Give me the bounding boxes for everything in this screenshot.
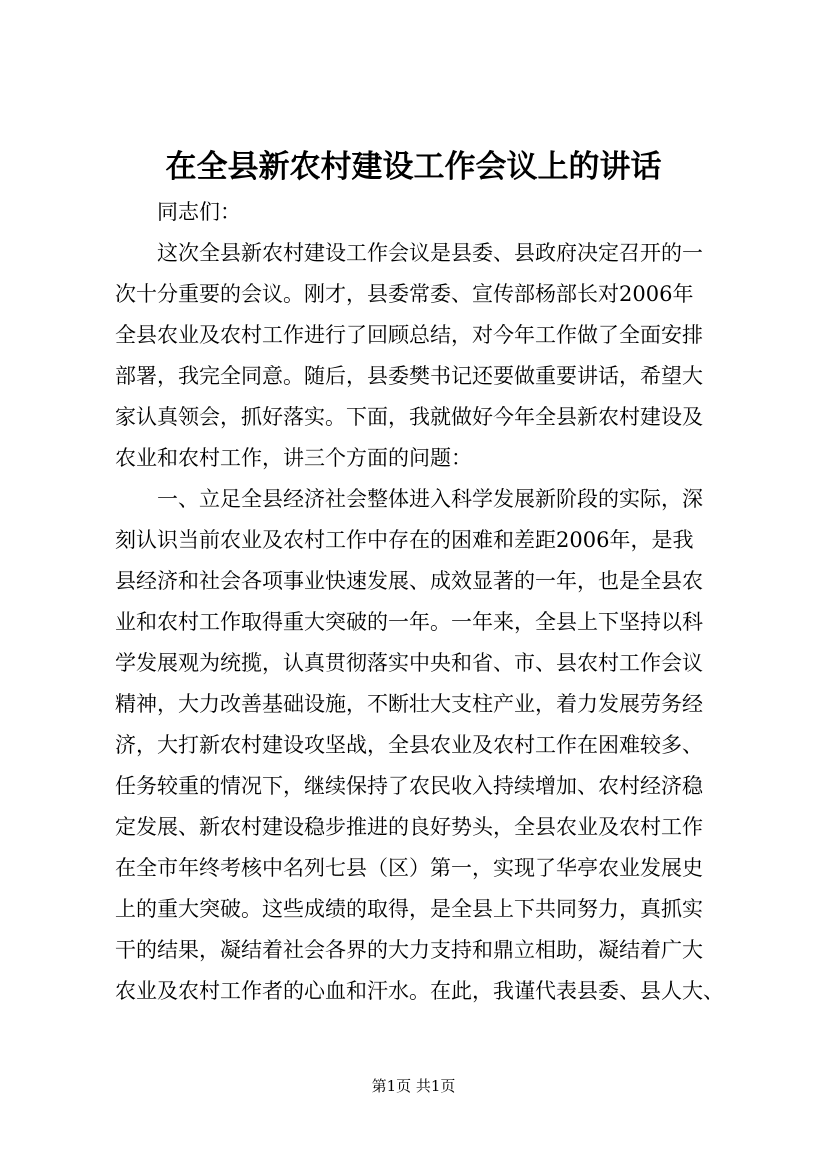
document-body <box>115 192 735 1012</box>
page-number-footer: 第1页 共1页 <box>371 1077 456 1095</box>
body-line: 业和农村工作取得重大突破的一年。一年来，全县上下坚持以科 <box>115 610 703 634</box>
body-line: 部署，我完全同意。随后，县委樊书记还要做重要讲话，希望大 <box>115 364 703 388</box>
body-line: 在全市年终考核中名列七县（区）第一，实现了华亭农业发展史 <box>115 856 703 880</box>
document-title: 在全县新农村建设工作会议上的讲话 <box>165 149 662 185</box>
body-line: 干的结果，凝结着社会各界的大力支持和鼎立相助，凝结着广大 <box>115 938 703 962</box>
body-line: 县经济和社会各项事业快速发展、成效显著的一年，也是全县农 <box>115 569 703 593</box>
body-line: 精神，大力改善基础设施，不断壮大支柱产业，着力发展劳务经 <box>115 692 703 716</box>
body-line: 任务较重的情况下，继续保持了农民收入持续增加、农村经济稳 <box>115 774 703 798</box>
body-line: 农业和农村工作，讲三个方面的问题： <box>115 446 472 470</box>
body-line: 上的重大突破。这些成绩的取得，是全县上下共同努力，真抓实 <box>115 897 703 921</box>
body-line: 学发展观为统揽，认真贯彻落实中央和省、市、县农村工作会议 <box>115 651 703 675</box>
body-line: 家认真领会，抓好落实。下面，我就做好今年全县新农村建设及 <box>115 405 703 429</box>
body-line: 一、立足全县经济社会整体进入科学发展新阶段的实际，深 <box>157 487 703 511</box>
body-line: 刻认识当前农业及农村工作中存在的困难和差距2006年，是我 <box>115 528 694 552</box>
body-line: 济，大打新农村建设攻坚战，全县农业及农村工作在困难较多、 <box>115 733 703 757</box>
body-line: 全县农业及农村工作进行了回顾总结，对今年工作做了全面安排 <box>115 323 703 347</box>
body-line: 次十分重要的会议。刚才，县委常委、宣传部杨部长对2006年 <box>115 282 694 306</box>
body-line: 这次全县新农村建设工作会议是县委、县政府决定召开的一 <box>157 241 703 265</box>
body-line: 农业及农村工作者的心血和汗水。在此，我谨代表县委、县人大、 <box>115 979 724 1003</box>
body-line: 定发展、新农村建设稳步推进的良好势头，全县农业及农村工作 <box>115 815 703 839</box>
body-line: 同志们： <box>157 200 241 224</box>
